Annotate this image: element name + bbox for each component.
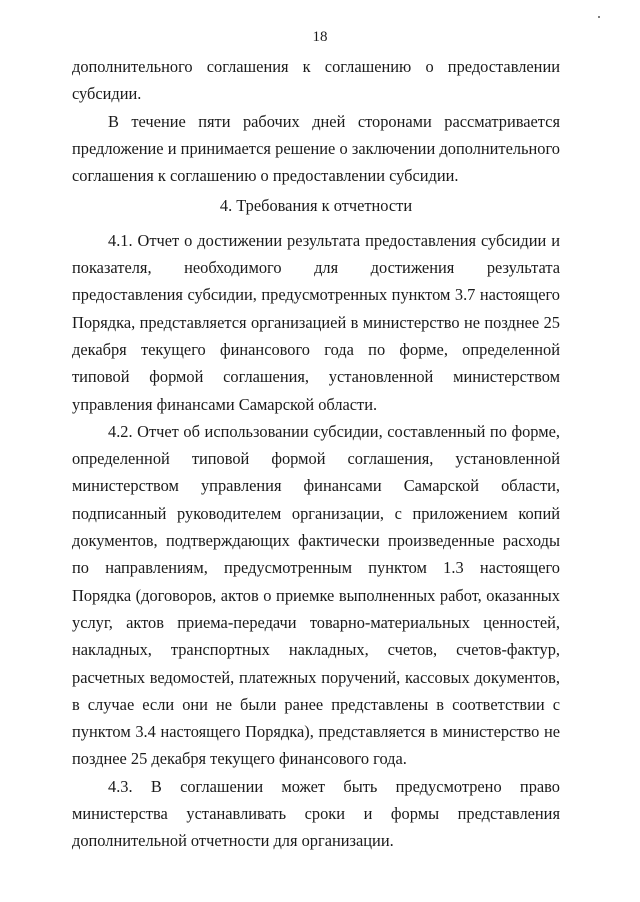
paragraph-review-period: В течение пяти рабочих дней сторонами рассматривается предложение и принимается решение о заключении дополнительного соглашения к соглашению о предоставлении субсидии. <box>72 111 560 186</box>
document-body <box>72 53 560 855</box>
paragraph-4-3: 4.3. В соглашении может быть предусмотрено право министерства устанавливать сроки и формы представления дополнительной отчетности для организации. <box>72 776 560 851</box>
paragraph-continuation: дополнительного соглашения к соглашению о предоставлении субсидии. <box>72 57 560 104</box>
section-heading: 4. Требования к отчетности <box>219 196 413 216</box>
paragraph-4-1: 4.1. Отчет о достижении результата предоставления субсидии и показателя, необходимого для достижения результата предоставления субсидии, предусмотренных пунктом 3.7 настоящего Порядка, представляется организацией в министерство не позднее 25 декабря текущего финансового года по форме, определенной типовой формой соглашения, установленной министерством управления финансами Самарской области. <box>72 230 560 414</box>
scan-speck <box>598 16 600 18</box>
page-number: 18 <box>312 29 328 45</box>
paragraph-4-2: 4.2. Отчет об использовании субсидии, составленный по форме, определенной типовой формой соглашения, установленной министерством управления финансами Самарской области, подписанный руководителем организации, с приложением копий документов, подтверждающих фактически произведенные расходы по направлениям, предусмотренным пунктом 1.3 настоящего Порядка (договоров, актов о приемке выполненных работ, оказанных услуг, актов приема-передачи товарно-материальных ценностей, накладных, транспортных накладных, счетов, счетов-фактур, расчетных ведомостей, платежных поручений, кассовых документов, в случае если они не были ранее представлены в соответствии с пунктом 3.4 настоящего Порядка), представляется в министерство не позднее 25 декабря текущего финансового года. <box>72 421 560 769</box>
